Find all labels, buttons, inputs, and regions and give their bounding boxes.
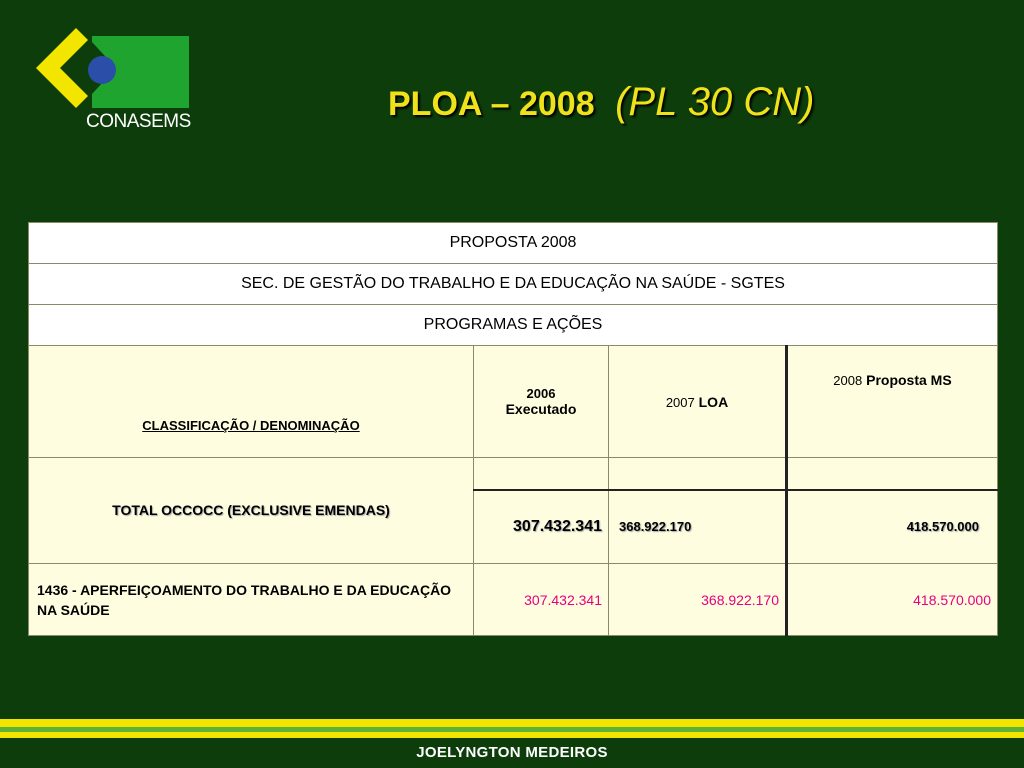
title-main: PLOA – 2008 [388,85,595,123]
program-label: 1436 - APERFEIÇOAMENTO DO TRABALHO E DA EDUCAÇÃO NA SAÚDE [29,564,474,636]
table-row [29,346,998,458]
empty-cell [474,458,609,490]
budget-table [28,222,998,636]
col-2008-label: Proposta MS [866,372,952,388]
col-2006-year: 2006 [526,386,556,401]
footer-stripe-yellow-2 [0,732,1024,738]
proposta-header: PROPOSTA 2008 [29,223,998,264]
program-2008: 418.570.000 [787,564,998,636]
table-row [29,223,998,264]
col-2007-header [609,346,787,458]
footer-author: JOELYNGTON MEDEIROS [416,744,608,761]
empty-cell [787,458,998,490]
col-2008-header [787,346,998,458]
page-title [388,80,814,130]
programas-header: PROGRAMAS E AÇÕES [29,305,998,346]
col-2006-header [474,346,609,458]
table-row [29,305,998,346]
footer-stripe-yellow [0,719,1024,727]
classificacao-header: CLASSIFICAÇÃO / DENOMINAÇÃO [29,346,474,458]
table-row [29,564,998,636]
total-2006: 307.432.341 [474,490,609,564]
col-2007-label: LOA [698,393,729,410]
title-sub: (PL 30 CN) [615,80,815,124]
empty-cell [609,458,787,490]
total-label: TOTAL OCCOCC (EXCLUSIVE EMENDAS) [29,458,474,564]
total-2007: 368.922.170 [609,490,787,564]
secretaria-header: SEC. DE GESTÃO DO TRABALHO E DA EDUCAÇÃO NA SAÚDE - SGTES [29,264,998,305]
logo-text: CONASEMS [86,111,191,132]
program-2006: 307.432.341 [474,564,609,636]
col-2006-label: Executado [505,401,577,417]
program-2007: 368.922.170 [609,564,787,636]
col-2007-year: 2007 [665,394,695,410]
total-2008: 418.570.000 [787,490,998,564]
table-row [29,264,998,305]
col-2008-year: 2008 [833,373,863,388]
table-row [29,458,998,490]
